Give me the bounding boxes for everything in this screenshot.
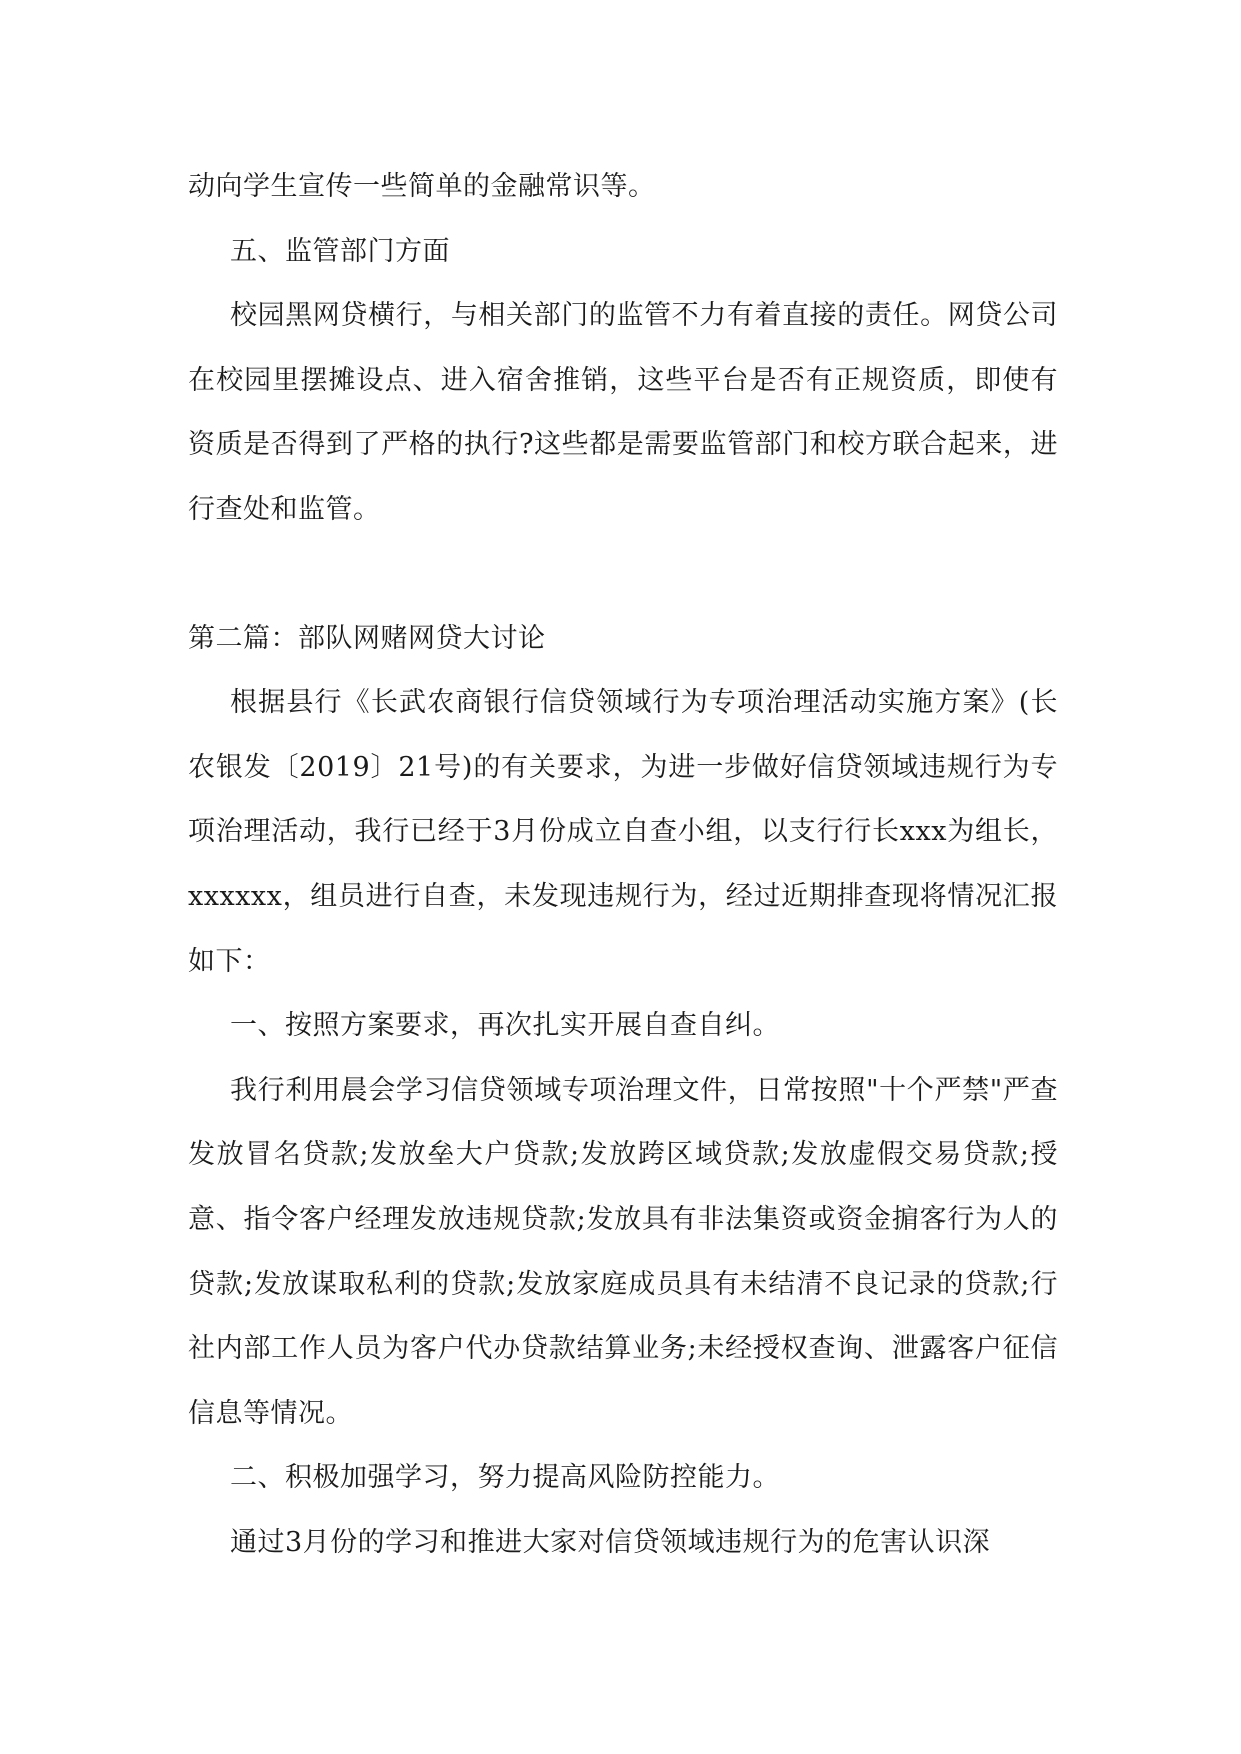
section-heading-regulatory: 五、监管部门方面 bbox=[230, 235, 450, 267]
paragraph-regulatory: 校园黑网贷横行，与相关部门的监管不力有着直接的责任。网贷公司在校园里摆摊设点、进入宿舍推销，这些平台是否有正规资质，即使有资质是否得到了严格的执行?这些都是需要监管部门和校方联合起来，进行查处和监管。 bbox=[188, 300, 1058, 525]
section-gap bbox=[188, 543, 1058, 607]
paragraph-intro: 根据县行《长武农商银行信贷领域行为专项治理活动实施方案》(长农银发〔2019〕21号)的有关要求，为进一步做好信贷领域违规行为专项治理活动，我行已经于3月份成立自查小组，以支行行长xxx为组长，xxxxxx，组员进行自查，未发现违规行为，经过近期排查现将情况汇报如下： bbox=[188, 687, 1058, 977]
paragraph-continuation: 动向学生宣传一些简单的金融常识等。 bbox=[188, 171, 656, 202]
document-body bbox=[188, 155, 1058, 1575]
paragraph-study: 通过3月份的学习和推进大家对信贷领域违规行为的危害认识深 bbox=[230, 1526, 991, 1558]
chapter-title: 第二篇：部队网赌网贷大讨论 bbox=[188, 622, 546, 654]
section-heading-one: 一、按照方案要求，再次扎实开展自查自纠。 bbox=[230, 1010, 780, 1042]
paragraph-self-check: 我行利用晨会学习信贷领域专项治理文件，日常按照"十个严禁"严查发放冒名贷款;发放垒大户贷款;发放跨区域贷款;发放虚假交易贷款;授意、指令客户经理发放违规贷款;发放具有非法集资或资金掮客行为人的贷款;发放谋取私利的贷款;发放家庭成员具有未结清不良记录的贷款;行社内部工作人员为客户代办贷款结算业务;未经授权查询、泄露客户征信信息等情况。 bbox=[188, 1074, 1058, 1429]
section-heading-two: 二、积极加强学习，努力提高风险防控能力。 bbox=[230, 1462, 780, 1494]
